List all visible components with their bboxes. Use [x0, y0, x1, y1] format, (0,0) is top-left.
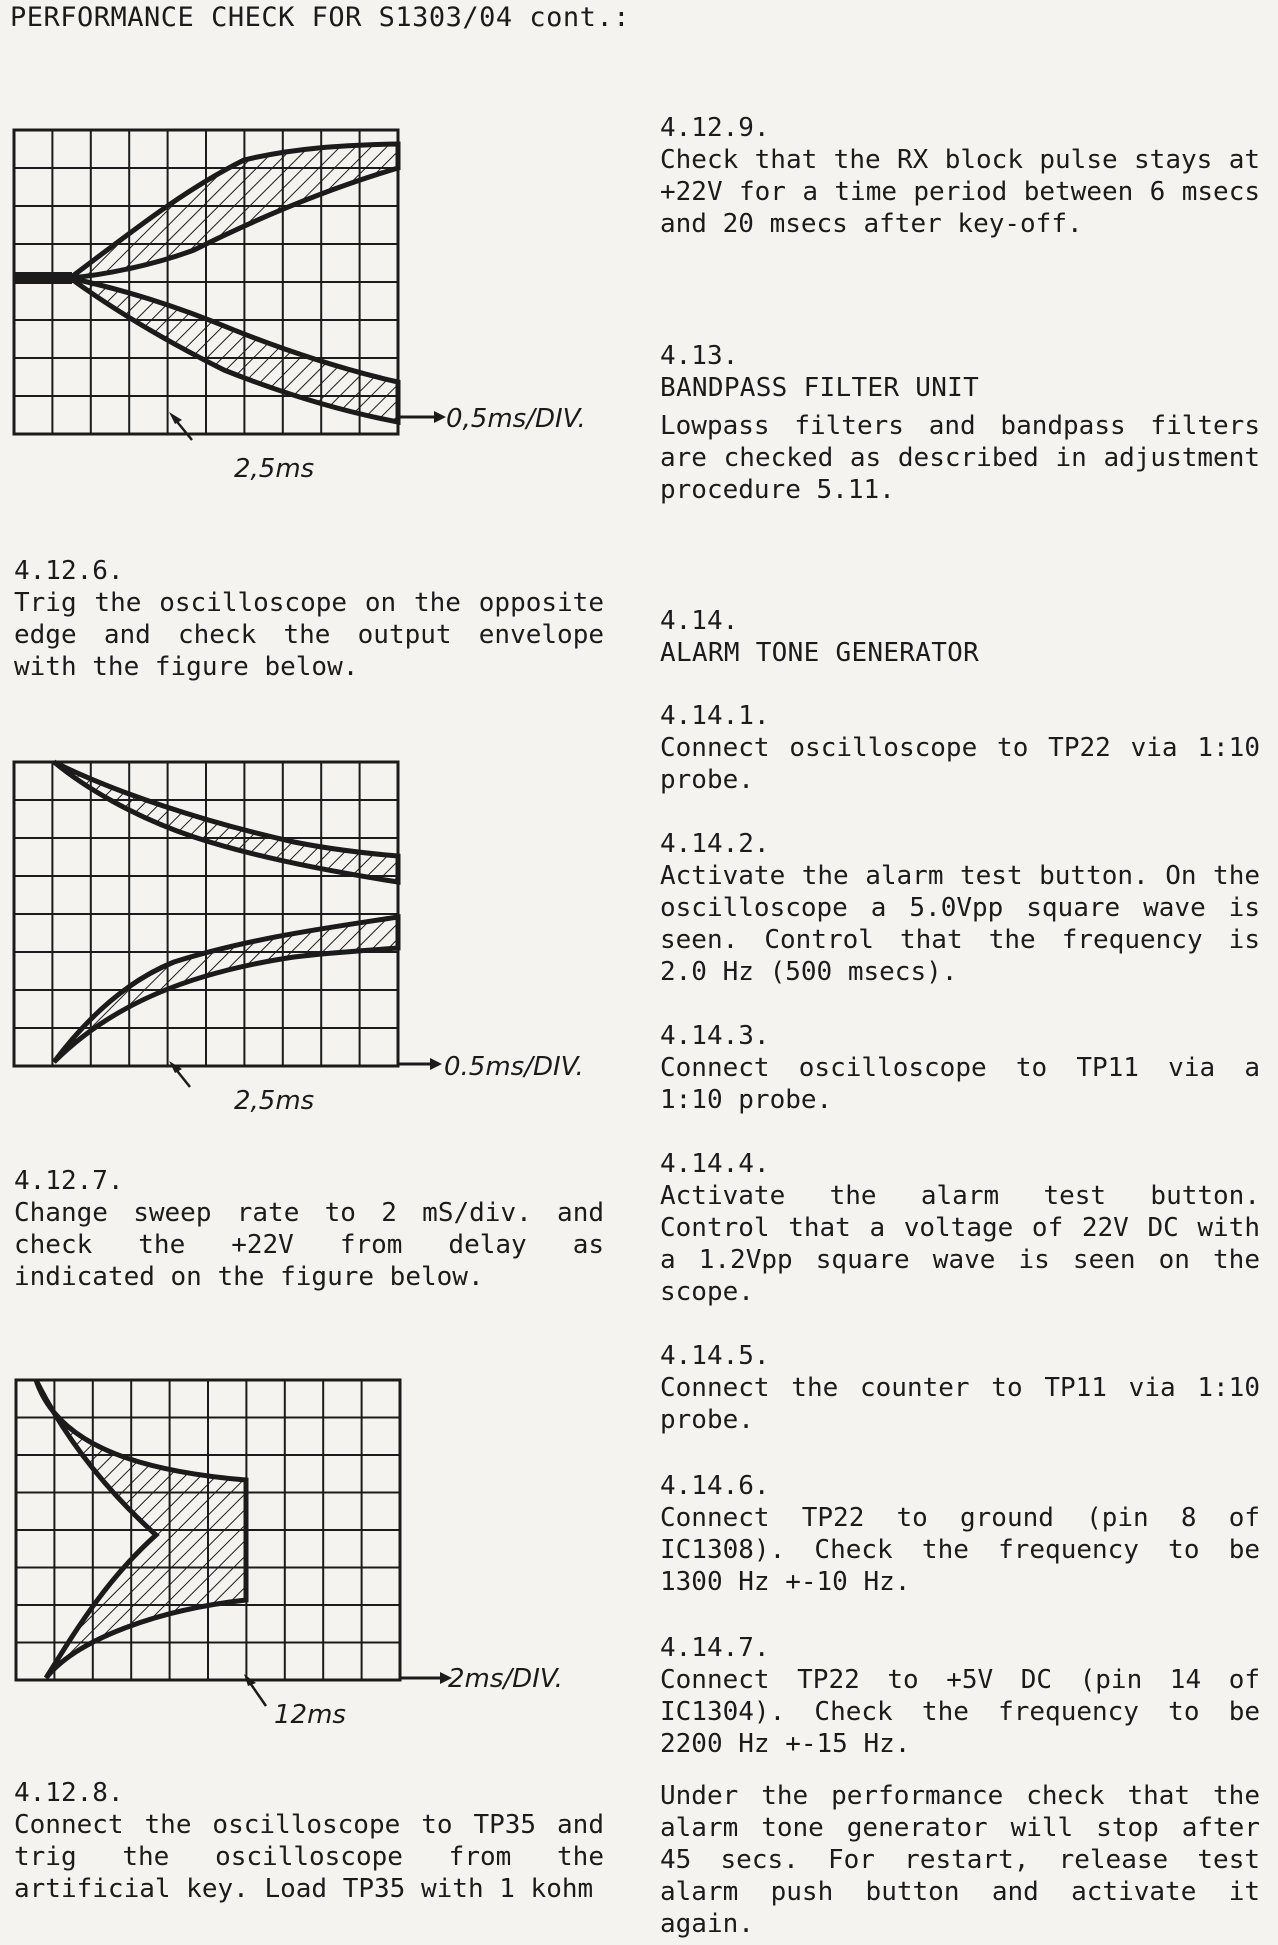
section-number: 4.13.: [660, 341, 739, 371]
section-body: Change sweep rate to 2 mS/div. and check the +22V from delay as indicated on the figure below.: [14, 1198, 604, 1292]
section-4-14-7: [660, 1632, 1260, 1760]
section-body: Connect the oscilloscope to TP35 and trig the oscilloscope from the artificial key. Load TP35 with 1 kohm: [14, 1810, 604, 1904]
section-number: 4.14.: [660, 606, 739, 636]
sweep-rate-label-2: 0.5ms/DIV.: [444, 1052, 584, 1082]
section-title: ALARM TONE GENERATOR: [660, 638, 980, 668]
section-number: 4.14.2.: [660, 829, 770, 859]
section-body: Check that the RX block pulse stays at +22V for a time period between 6 msecs and 20 msecs after key-off.: [660, 145, 1260, 239]
section-4-14-4: [660, 1148, 1260, 1308]
section-body: Activate the alarm test button. On the oscilloscope a 5.0Vpp square wave is seen. Control that the frequency is 2.0 Hz (500 msecs).: [660, 861, 1260, 987]
section-4-14-2: [660, 828, 1260, 988]
section-body: Connect the counter to TP11 via 1:10 probe.: [660, 1373, 1260, 1435]
time-marker-label-2: 2,5ms: [234, 1086, 315, 1116]
section-4-12-7: [14, 1165, 604, 1293]
section-number: 4.14.6.: [660, 1471, 770, 1501]
section-body: Connect oscilloscope to TP11 via a 1:10 probe.: [660, 1053, 1260, 1115]
section-4-14-5: [660, 1340, 1260, 1436]
page-title: PERFORMANCE CHECK FOR S1303/04 cont.:: [10, 2, 630, 33]
section-number: 4.12.7.: [14, 1166, 124, 1196]
time-marker-label-3: 12ms: [274, 1700, 346, 1730]
section-4-12-8: [14, 1777, 604, 1905]
section-number: 4.14.5.: [660, 1341, 770, 1371]
section-title: BANDPASS FILTER UNIT: [660, 373, 980, 403]
section-4-12-9: [660, 112, 1260, 240]
section-4-12-6: [14, 555, 604, 683]
section-4-14-6: [660, 1470, 1260, 1598]
section-4-13: [660, 340, 1260, 506]
section-body: Connect oscilloscope to TP22 via 1:10 probe.: [660, 733, 1260, 795]
section-number: 4.14.4.: [660, 1149, 770, 1179]
section-body: Trig the oscilloscope on the opposite edge and check the output envelope with the figure below.: [14, 588, 604, 682]
sweep-rate-label-1: 0,5ms/DIV.: [446, 404, 586, 434]
section-number: 4.14.1.: [660, 701, 770, 731]
section-number: 4.14.7.: [660, 1633, 770, 1663]
note-paragraph: [660, 1780, 1260, 1940]
section-4-14: [660, 605, 1260, 669]
section-body: Connect TP22 to +5V DC (pin 14 of IC1304). Check the frequency to be 2200 Hz +-15 Hz.: [660, 1665, 1260, 1759]
section-body: Activate the alarm test button. Control that a voltage of 22V DC with a 1.2Vpp square wave is seen on the scope.: [660, 1181, 1260, 1307]
section-4-14-3: [660, 1020, 1260, 1116]
left-column: [14, 0, 604, 1945]
time-marker-label-1: 2,5ms: [234, 454, 315, 484]
right-column: [660, 0, 1260, 1945]
section-body: Lowpass filters and bandpass filters are checked as described in adjustment procedure 5.11.: [660, 411, 1260, 505]
section-number: 4.12.6.: [14, 556, 124, 586]
section-4-14-1: [660, 700, 1260, 796]
section-number: 4.12.8.: [14, 1778, 124, 1808]
section-body: Under the performance check that the alarm tone generator will stop after 45 secs. For restart, release test alarm push button and activate it again.: [660, 1781, 1260, 1939]
section-number: 4.12.9.: [660, 113, 770, 143]
section-number: 4.14.3.: [660, 1021, 770, 1051]
sweep-rate-label-3: 2ms/DIV.: [448, 1664, 563, 1694]
section-body: Connect TP22 to ground (pin 8 of IC1308). Check the frequency to be 1300 Hz +-10 Hz.: [660, 1503, 1260, 1597]
